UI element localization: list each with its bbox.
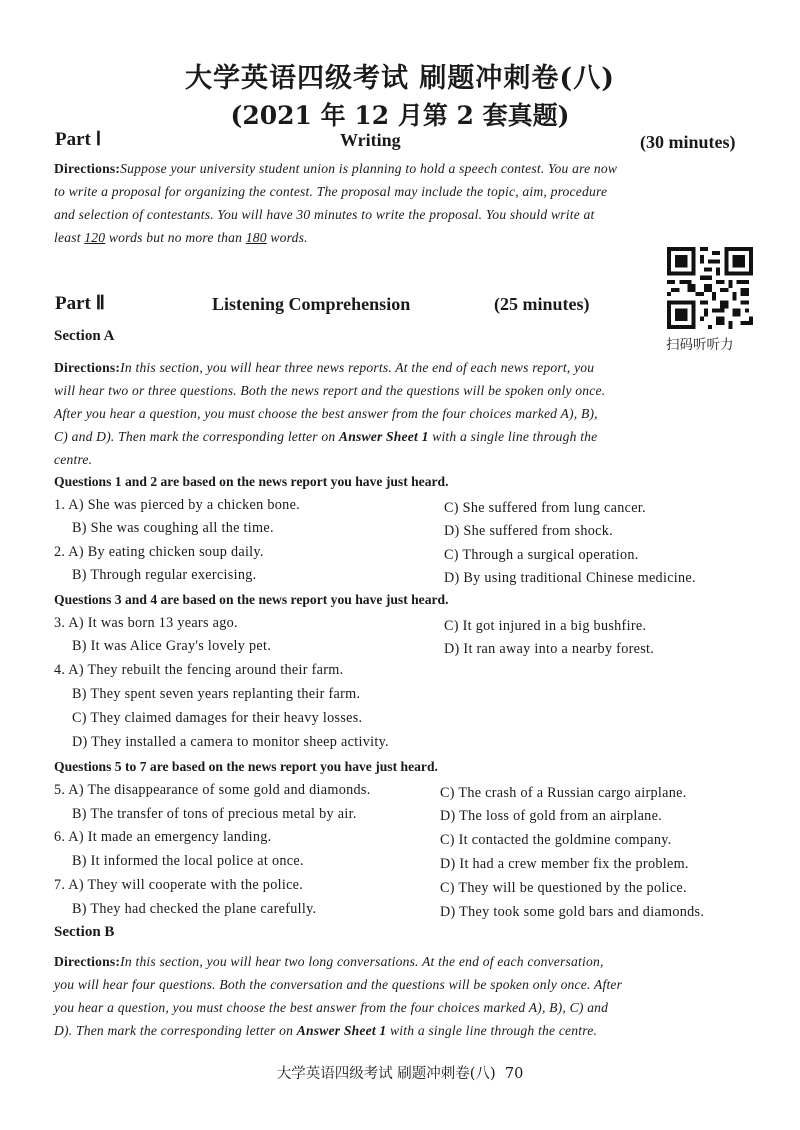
part1-time: (30 minutes) [640,132,736,152]
footer-title: 大学英语四级考试 刷题冲刺卷(八) [276,1066,496,1082]
q6-option-b: B) It informed the local police at once. [72,853,304,869]
part1-directions: Directions:Suppose your university student union is planning to hold a speech contest. You are now to write a proposal for organizing the contest. The proposal may include the topic, aim, procedure and selection of contestants. You will have 30 minutes to write the proposal. You should write at least 120 words but no more than 180 words. [54,161,618,245]
section-b-directions: Directions:In this section, you will hear two long conversations. At the end of each conversation, you will hear four questions. Both the conversation and the questions will be spoken only once. After you hear a question, you must choose the best answer from the four choices marked A), B), C) and D). Then mark the corresponding letter on Answer Sheet 1 with a single line through the centre. [54,954,623,1038]
q6-option-a: 6. A) It made an emergency landing. [54,829,272,845]
directions-label: Directions: [54,161,121,176]
question-group-2: Questions 3 and 4 are based on the news report you have just heard. [54,592,449,607]
section-b-title: Section B [54,924,115,940]
part2-time: (25 minutes) [494,294,590,314]
page-subtitle: (2021 年 12 月第 2 套真题) [230,101,570,130]
q7-option-b: B) They had checked the plane carefully. [72,901,317,917]
q4-option-a: 4. A) They rebuilt the fencing around their farm. [54,662,344,678]
q6-option-d: D) It had a crew member fix the problem. [440,856,689,872]
q4-option-d: D) They installed a camera to monitor sheep activity. [72,734,389,750]
q5-option-b: B) The transfer of tons of precious metal by air. [72,806,357,822]
q5-option-a: 5. A) The disappearance of some gold and diamonds. [54,782,371,798]
part1-label: Part Ⅰ [55,129,102,150]
q3-option-a: 3. A) It was born 13 years ago. [54,615,238,631]
q1-option-d: D) She suffered from shock. [444,523,613,539]
part1-title: Writing [340,130,401,150]
q3-option-d: D) It ran away into a nearby forest. [444,641,655,657]
q3-option-c: C) It got injured in a big bushfire. [444,618,647,634]
qr-code-icon[interactable] [667,247,753,329]
qr-caption: 扫码听听力 [666,337,734,353]
q2-option-a: 2. A) By eating chicken soup daily. [54,544,264,560]
q1-option-b: B) She was coughing all the time. [72,520,274,536]
q2-option-c: C) Through a surgical operation. [444,547,639,563]
q7-option-c: C) They will be questioned by the police. [440,880,687,896]
max-words: 180 [245,230,267,245]
page-title: 大学英语四级考试 刷题冲刺卷(八) [185,63,615,94]
q5-option-c: C) The crash of a Russian cargo airplane. [440,785,687,801]
part2-title: Listening Comprehension [212,294,411,314]
section-a-directions: Directions:In this section, you will hear three news reports. At the end of each news report, you will hear two or three questions. Both the news report and the questions will be spoken only once. After you hear a question, you must choose the best answer from the four choices marked A), B), C) and D). Then mark the corresponding letter on Answer Sheet 1 with a single line through the centre. [54,360,606,467]
question-group-3: Questions 5 to 7 are based on the news report you have just heard. [54,759,438,774]
q3-option-b: B) It was Alice Gray's lovely pet. [72,638,272,654]
q4-option-b: B) They spent seven years replanting their farm. [72,686,361,702]
q4-option-c: C) They claimed damages for their heavy losses. [72,710,363,726]
min-words: 120 [84,230,106,245]
q1-option-a: 1. A) She was pierced by a chicken bone. [54,497,301,513]
part2-label: Part Ⅱ [55,293,105,314]
q2-option-b: B) Through regular exercising. [72,567,257,583]
q7-option-d: D) They took some gold bars and diamonds. [440,904,705,920]
q6-option-c: C) It contacted the goldmine company. [440,832,672,848]
directions-label: Directions: [54,954,121,969]
q5-option-d: D) The loss of gold from an airplane. [440,808,663,824]
q7-option-a: 7. A) They will cooperate with the police. [54,877,304,893]
q2-option-d: D) By using traditional Chinese medicine. [444,570,696,586]
section-a-title: Section A [54,328,115,344]
question-group-1: Questions 1 and 2 are based on the news report you have just heard. [54,474,449,489]
page-number: 70 [504,1066,524,1082]
directions-label: Directions: [54,360,121,375]
q1-option-c: C) She suffered from lung cancer. [444,500,646,516]
page-footer [0,1062,800,1083]
